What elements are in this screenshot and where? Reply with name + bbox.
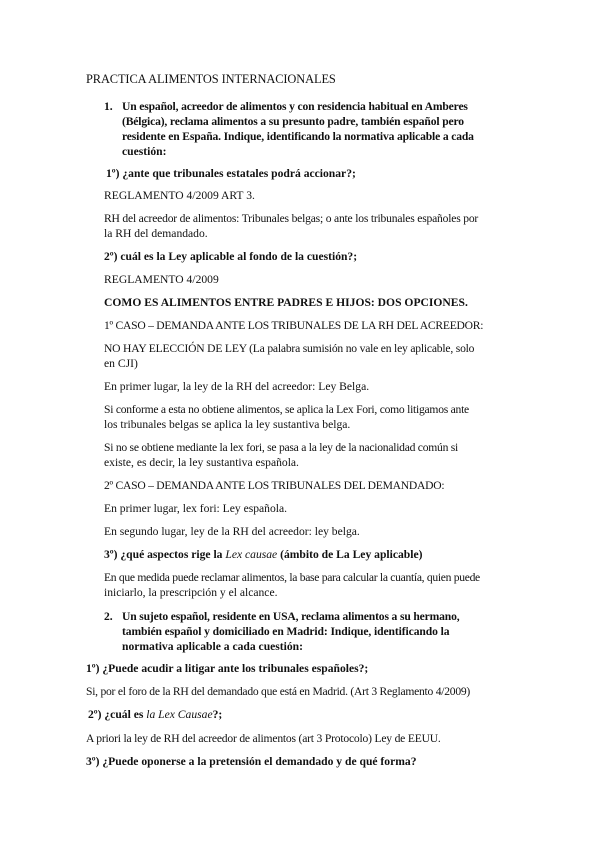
case-2-first: En primer lugar, lex fori: Ley española. (104, 502, 288, 515)
part-2-heading (88, 707, 222, 722)
section-1-heading: 1º) ¿ante que tribunales estatales podrá accionar?; (106, 167, 356, 180)
question-2-line-2: también español y domiciliado en Madrid: Indique, identificando la (122, 625, 450, 638)
case-1-first: En primer lugar, la ley de la RH del acreedor: Ley Belga. (104, 380, 370, 393)
part-2-answer: A priori la ley de RH del acreedor de alimentos (art 3 Protocolo) Ley de EEUU. (86, 732, 441, 745)
part-2-heading-italic: la Lex Causae (146, 708, 213, 721)
section-1-text-line-2: la RH del demandado. (104, 227, 208, 240)
section-1-regulation: REGLAMENTO 4/2009 ART 3. (104, 189, 255, 202)
part-1-heading: 1º) ¿Puede acudir a litigar ante los tribunales españoles?; (86, 662, 369, 675)
section-2-heading: 2º) cuál es la Ley aplicable al fondo de la cuestión?; (104, 250, 358, 263)
lex-fori-line-2: los tribunales belgas se aplica la ley sustantiva belga. (104, 418, 351, 431)
section-3-heading-italic: Lex causae (225, 548, 278, 561)
section-3-line-1: En que medida puede reclamar alimentos, la base para calcular la cuantía, quien puede (104, 571, 480, 584)
document-title: PRACTICA ALIMENTOS INTERNACIONALES (86, 72, 336, 86)
question-2-line-1: Un sujeto español, residente en USA, reclama alimentos a su hermano, (122, 610, 460, 623)
question-2-number: 2. (104, 610, 113, 623)
part-1-answer: Si, por el foro de la RH del demandado que está en Madrid. (Art 3 Reglamento 4/2009) (86, 685, 471, 698)
section-1-text-line-1: RH del acreedor de alimentos: Tribunales belgas; o ante los tribunales españoles por (104, 212, 479, 225)
nationality-line-1: Si no se obtiene mediante la lex fori, se pasa a la ley de la nacionalidad común si (104, 441, 458, 454)
section-2-regulation: REGLAMENTO 4/2009 (104, 273, 219, 286)
section-3-heading-pre: 3º) ¿qué aspectos rige la (104, 548, 226, 561)
question-2-line-3: normativa aplicable a cada cuestión: (122, 640, 303, 653)
nationality-line-2: existe, es decir, la ley sustantiva española. (104, 456, 299, 469)
part-2-heading-post: ?; (212, 708, 223, 721)
no-election-line-2: en CJI) (104, 357, 138, 370)
question-1-line-4: cuestión: (122, 145, 167, 158)
section-3-line-2: iniciarlo, la prescripción y el alcance. (104, 586, 278, 599)
part-3-heading: 3º) ¿Puede oponerse a la pretensión el demandado y de qué forma? (86, 755, 417, 768)
question-1-line-3: residente en España. Indique, identificando la normativa aplicable a cada (122, 130, 474, 143)
case-2-second: En segundo lugar, ley de la RH del acreedor: ley belga. (104, 525, 360, 538)
part-2-heading-pre: 2º) ¿cuál es (88, 708, 147, 721)
section-3-heading (104, 547, 422, 562)
case-2-heading: 2º CASO – DEMANDA ANTE LOS TRIBUNALES DEL DEMANDADO: (104, 479, 445, 492)
section-3-heading-post: (ámbito de La Ley aplicable) (277, 548, 423, 561)
no-election-line-1: NO HAY ELECCIÓN DE LEY (La palabra sumisión no vale en ley aplicable, solo (104, 342, 475, 355)
question-1-line-2: (Bélgica), reclama alimentos a su presunto padre, también español pero (122, 115, 464, 128)
section-2-options: COMO ES ALIMENTOS ENTRE PADRES E HIJOS: DOS OPCIONES. (104, 296, 468, 309)
question-1-number: 1. (104, 100, 113, 113)
lex-fori-line-1: Si conforme a esta no obtiene alimentos, se aplica la Lex Fori, como litigamos ante (104, 403, 469, 416)
case-1-heading: 1º CASO – DEMANDA ANTE LOS TRIBUNALES DE LA RH DEL ACREEDOR: (104, 319, 484, 332)
question-1-line-1: Un español, acreedor de alimentos y con residencia habitual en Amberes (122, 100, 468, 113)
